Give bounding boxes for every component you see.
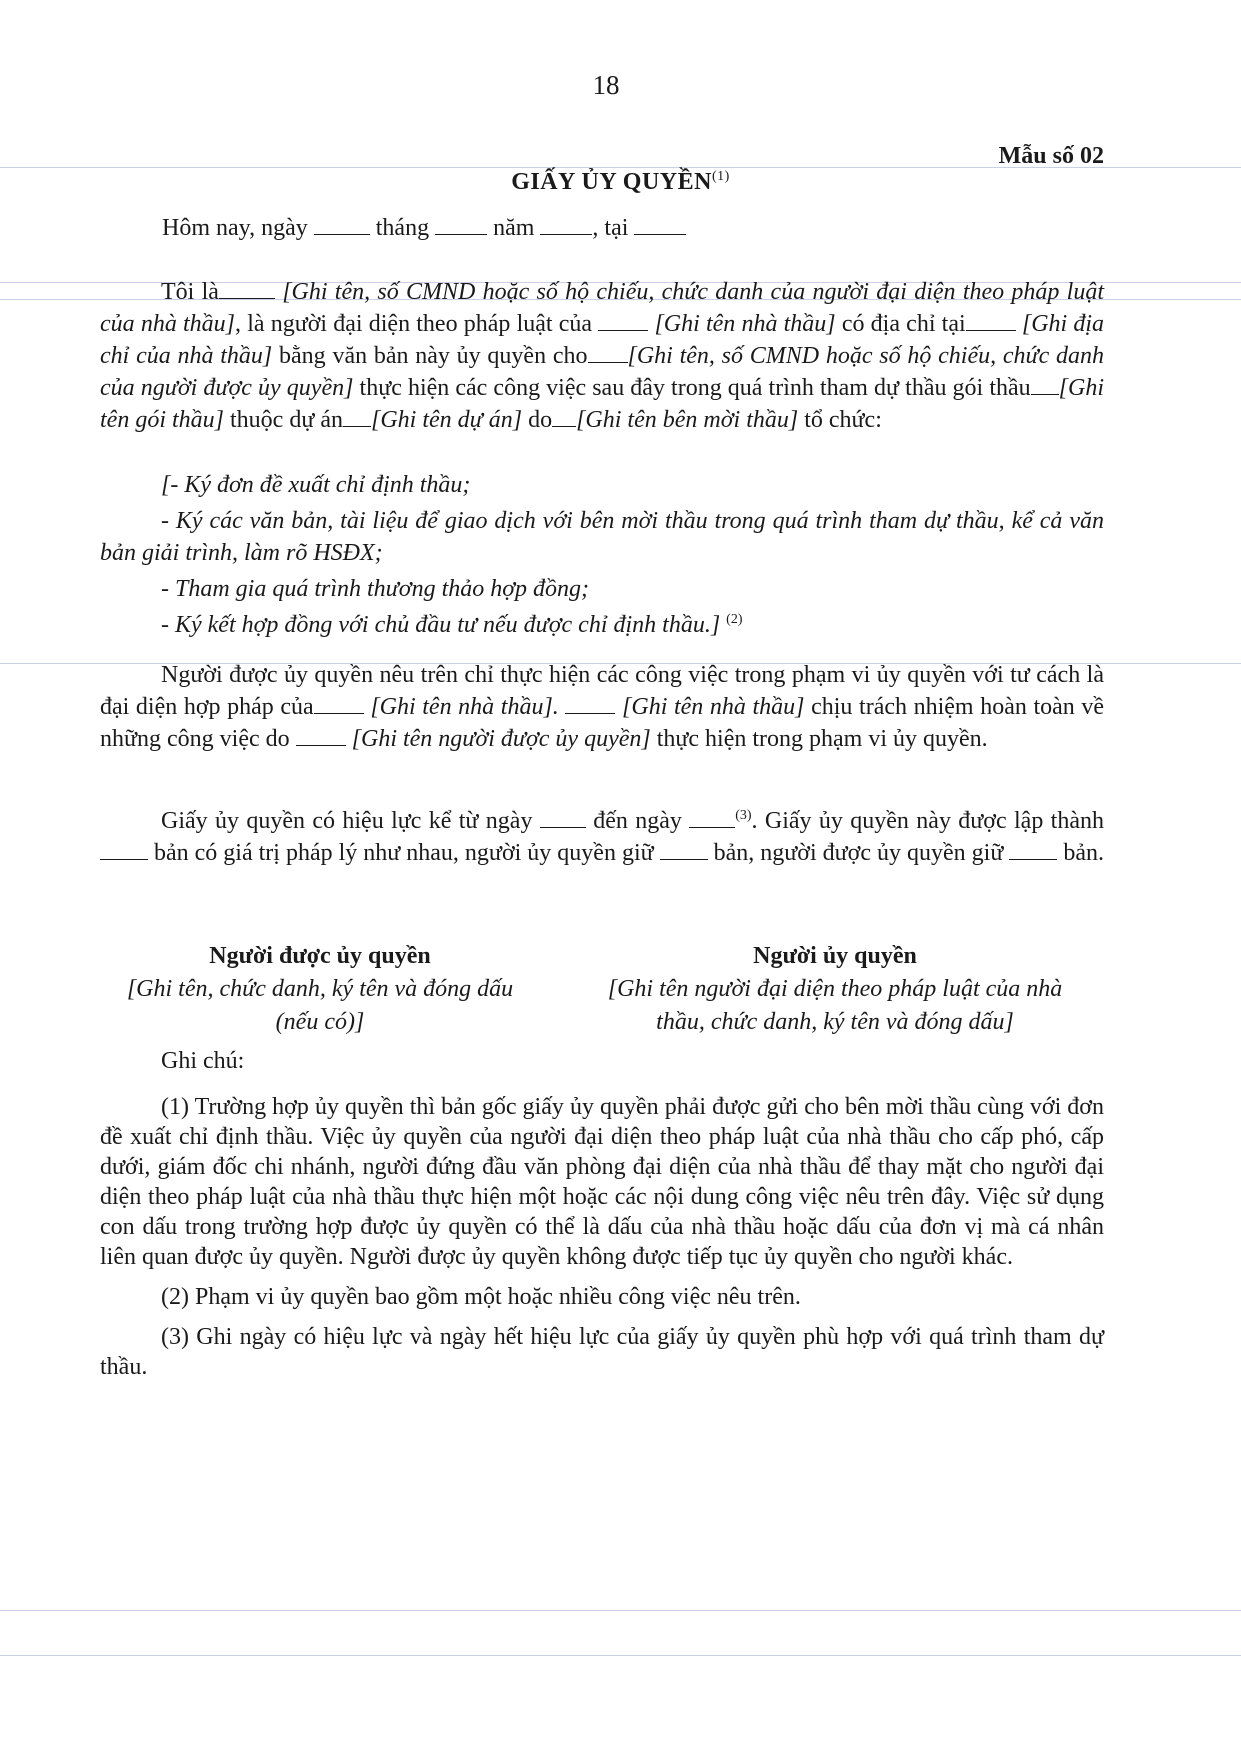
task-list	[100, 469, 1104, 641]
task-item: - Tham gia quá trình thương thảo hợp đồng;	[161, 576, 590, 602]
paragraph-validity: Giấy ủy quyền có hiệu lực kể từ ngày đến ngày $^{(3)}$. Giấy ủy quyền này được lập thành bản có giá trị pháp lý như nhau, người ủy quyền giữ bản, người được ủy quyền giữ bản.	[100, 805, 1104, 869]
blank	[219, 280, 275, 299]
blank	[296, 727, 346, 746]
signature-instruction: [Ghi tên, chức danh, ký tên và đóng dấu	[126, 976, 514, 1002]
signature-instruction: thầu, chức danh, ký tên và đóng dấu]	[656, 1009, 1014, 1035]
note-item: (2) Phạm vi ủy quyền bao gồm một hoặc nhiều công việc nêu trên.	[161, 1284, 801, 1310]
paragraph-principal: Tôi là [Ghi tên, số CMND hoặc số hộ chiếu, chức danh của người đại diện theo pháp luật của nhà thầu], là người đại diện theo pháp luật của [Ghi tên nhà thầu] có địa chỉ tại [Ghi địa chỉ của nhà thầu] bằng văn bản này ủy quyền cho [Ghi tên, số CMND hoặc số hộ chiếu, chức danh của người được ủy quyền] thực hiện các công việc sau đây trong quá trình tham dự thầu gói thầu [Ghi tên gói thầu] thuộc dự án [Ghi tên dự án] do [Ghi tên bên mời thầu] tổ chức:	[100, 279, 1105, 433]
page-number: 18	[592, 70, 620, 100]
task-item: [- Ký đơn đề xuất chỉ định thầu;	[161, 472, 471, 498]
blank	[552, 408, 576, 427]
signature-heading: Người được ủy quyền	[209, 943, 431, 969]
blank	[588, 344, 628, 363]
blank-place	[634, 216, 686, 235]
blank	[598, 312, 648, 331]
notes-heading: Ghi chú:	[161, 1048, 245, 1074]
footnote-ref: (1)	[711, 169, 730, 184]
signature-instruction: (nếu có)]	[275, 1009, 365, 1035]
signature-instruction: [Ghi tên người đại diện theo pháp luật của nhà	[607, 976, 1063, 1002]
blank-year	[540, 216, 592, 235]
blank	[565, 695, 615, 714]
blank	[689, 809, 735, 828]
blank-day	[314, 216, 370, 235]
notes-list	[100, 1092, 1104, 1382]
document-title: GIẤY ỦY QUYỀN$^{(1)}$	[511, 169, 730, 195]
footnote-ref: (2)	[726, 612, 743, 627]
note-item: (3) Ghi ngày có hiệu lực và ngày hết hiệu lực của giấy ủy quyền phù hợp với quá trình tham dự thầu.	[100, 1324, 1104, 1380]
date-line: Hôm nay, ngày tháng năm , tại	[162, 212, 1062, 244]
blank-month	[435, 216, 487, 235]
blank	[314, 695, 364, 714]
signature-heading: Người ủy quyền	[753, 943, 917, 969]
blank	[1009, 841, 1057, 860]
form-number: Mẫu số 02	[998, 143, 1104, 169]
blank	[660, 841, 708, 860]
paragraph-scope: Người được ủy quyền nêu trên chỉ thực hiện các công việc trong phạm vi ủy quyền với tư cách là đại diện hợp pháp của [Ghi tên nhà thầu]. [Ghi tên nhà thầu] chịu trách nhiệm hoàn toàn về những công việc do [Ghi tên người được ủy quyền] thực hiện trong phạm vi ủy quyền.	[100, 662, 1105, 752]
blank	[1031, 376, 1059, 395]
note-item: (1) Trường hợp ủy quyền thì bản gốc giấy ủy quyền phải được gửi cho bên mời thầu cùng với đơn đề xuất chỉ định thầu. Việc ủy quyền của người đại diện theo pháp luật của nhà thầu cho cấp phó, cấp dưới, giám đốc chi nhánh, người đứng đầu văn phòng đại diện của nhà thầu để thay mặt cho người đại diện theo pháp luật của nhà thầu thực hiện một hoặc các nội dung công việc nêu trên đây. Việc sử dụng con dấu trong trường hợp được ủy quyền có thể là dấu của nhà thầu hoặc dấu của đơn vị mà cá nhân liên quan được ủy quyền. Người được ủy quyền không được tiếp tục ủy quyền cho người khác.	[100, 1094, 1104, 1270]
blank	[966, 312, 1016, 331]
task-item: - Ký kết hợp đồng với chủ đầu tư nếu được chỉ định thầu.] $^{(2)}$	[161, 612, 743, 638]
footnote-ref: (3)	[735, 808, 752, 823]
scan-line	[0, 1610, 1241, 1611]
signature-block-principal	[570, 940, 1100, 1039]
blank	[343, 408, 371, 427]
scan-line	[0, 1655, 1241, 1656]
blank	[100, 841, 148, 860]
signature-block-attorney	[90, 940, 550, 1039]
blank	[540, 809, 586, 828]
task-item: - Ký các văn bản, tài liệu để giao dịch với bên mời thầu trong quá trình tham dự thầu, kể cả văn bản giải trình, làm rõ HSĐX;	[100, 508, 1104, 566]
